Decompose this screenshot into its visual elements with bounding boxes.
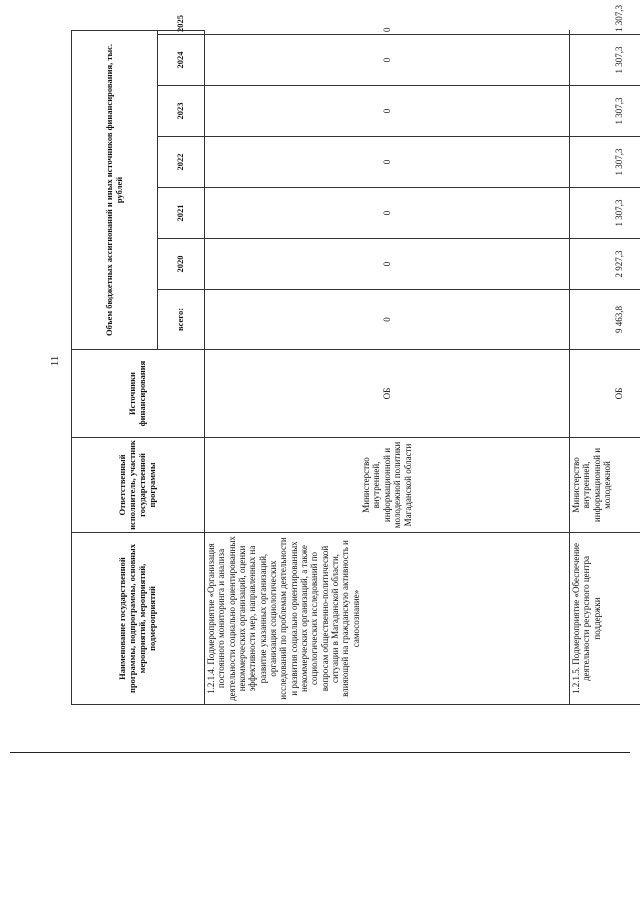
row-value-2022: 1 307,3 (570, 137, 640, 188)
row-value-total: 9 463,8 (570, 290, 640, 350)
row-name: 1.2.1.4. Подмероприятие «Организация постоянного мониторинга и анализа деятельности социально ориентированных некоммерческих организаций, оценки эффективности мер, направленных на развитие указанных организаций, организация социологических исследований по проблемам деятельности и развития социально ориентированных некоммерческих организаций, а также социологических исследований по вопросам общественно-политической ситуации в Магаданской области, влияющей на гражданскую активность и самосознание» (205, 533, 570, 705)
header-year-2023: 2023 (158, 86, 205, 137)
row-value-2022: 0 (205, 137, 570, 188)
header-year-total: всего: (158, 290, 205, 350)
header-year-2024: 2024 (158, 35, 205, 86)
header-name: Наименование государственной программы, подпрограммы, основных мероприятий, мероприятий, подмероприятий (72, 533, 205, 705)
header-executor: Ответственный исполнитель, участник государственной программы (72, 438, 205, 533)
row-value-2020: 2 927,3 (570, 239, 640, 290)
rotated-table-container (71, 5, 625, 705)
header-year-2021: 2021 (158, 188, 205, 239)
row-value-2021: 1 307,3 (570, 188, 640, 239)
header-year-2025: 2025 (158, 30, 205, 34)
row-value-2025: 0 (205, 30, 570, 34)
row-value-2024: 1 307,3 (570, 35, 640, 86)
page-divider (10, 752, 630, 753)
row-value-total: 0 (205, 290, 570, 350)
header-year-2020: 2020 (158, 239, 205, 290)
financing-table (71, 5, 640, 705)
row-executor: Министерство внутренней, информационной и молодежной (570, 438, 640, 533)
table-row (570, 30, 640, 704)
table-row (205, 30, 570, 704)
row-name: 1.2.1.5. Подмероприятие «Обеспечение деятельности ресурсного центра поддержки (570, 533, 640, 705)
row-value-2023: 0 (205, 86, 570, 137)
header-source: Источники финансирования (72, 350, 205, 438)
row-value-2023: 1 307,3 (570, 86, 640, 137)
header-volume: Объем бюджетных ассигнований и иных источников финансирования, тыс. рублей (72, 30, 158, 349)
row-source: ОБ (205, 350, 570, 438)
row-value-2024: 0 (205, 35, 570, 86)
row-executor: Министерство внутренней, информационной и молодежной политики Магаданской области (205, 438, 570, 533)
row-value-2025: 1 307,3 (570, 30, 640, 34)
row-source: ОБ (570, 350, 640, 438)
row-value-2020: 0 (205, 239, 570, 290)
row-value-2021: 0 (205, 188, 570, 239)
page-number: 11 (49, 355, 61, 367)
header-year-2022: 2022 (158, 137, 205, 188)
